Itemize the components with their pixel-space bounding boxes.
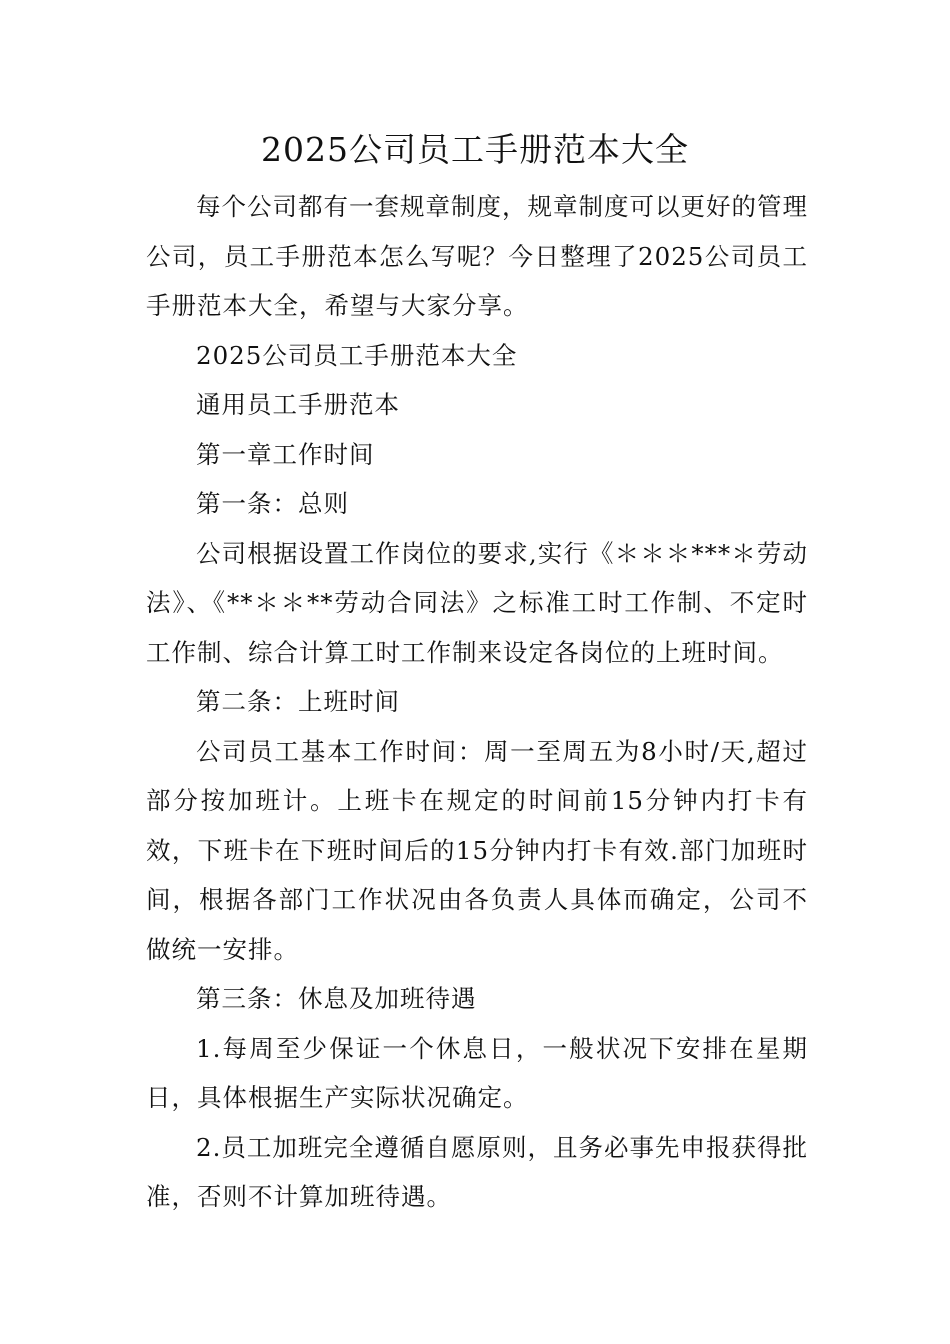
article-3-item-1: 1.每周至少保证一个休息日，一般状况下安排在星期日，具体根据生产实际状况确定。 xyxy=(146,1033,808,1112)
article-2-heading: 第二条：上班时间 xyxy=(196,687,400,716)
article-1-text: 公司根据设置工作岗位的要求,实行《＊＊＊***＊劳动法》、《**＊＊**劳动合同法》之标准工时工作制、不定时工作制、综合计算工时工作制来设定各岗位的上班时间。 xyxy=(146,538,808,667)
intro-paragraph: 每个公司都有一套规章制度，规章制度可以更好的管理公司，员工手册范本怎么写呢？今日整理了2025公司员工手册范本大全，希望与大家分享。 xyxy=(146,192,808,320)
document-body xyxy=(146,182,808,1222)
chapter-heading: 第一章工作时间 xyxy=(196,439,375,469)
document-title: 2025公司员工手册范本大全 xyxy=(261,130,689,169)
handbook-heading: 通用员工手册范本 xyxy=(196,390,400,419)
article-2-text: 公司员工基本工作时间：周一至周五为8小时/天,超过部分按加班计。上班卡在规定的时间前15分钟内打卡有效，下班卡在下班时间后的15分钟内打卡有效.部门加班时间，根据各部门工作状况由各负责人具体而确定，公司不做统一安排。 xyxy=(146,736,808,964)
subtitle-line: 2025公司员工手册范本大全 xyxy=(196,340,518,370)
article-3-item-2: 2.员工加班完全遵循自愿原则，且务必事先申报获得批准，否则不计算加班待遇。 xyxy=(146,1132,808,1211)
article-1-heading: 第一条：总则 xyxy=(196,489,349,518)
article-3-heading: 第三条：休息及加班待遇 xyxy=(196,984,477,1013)
